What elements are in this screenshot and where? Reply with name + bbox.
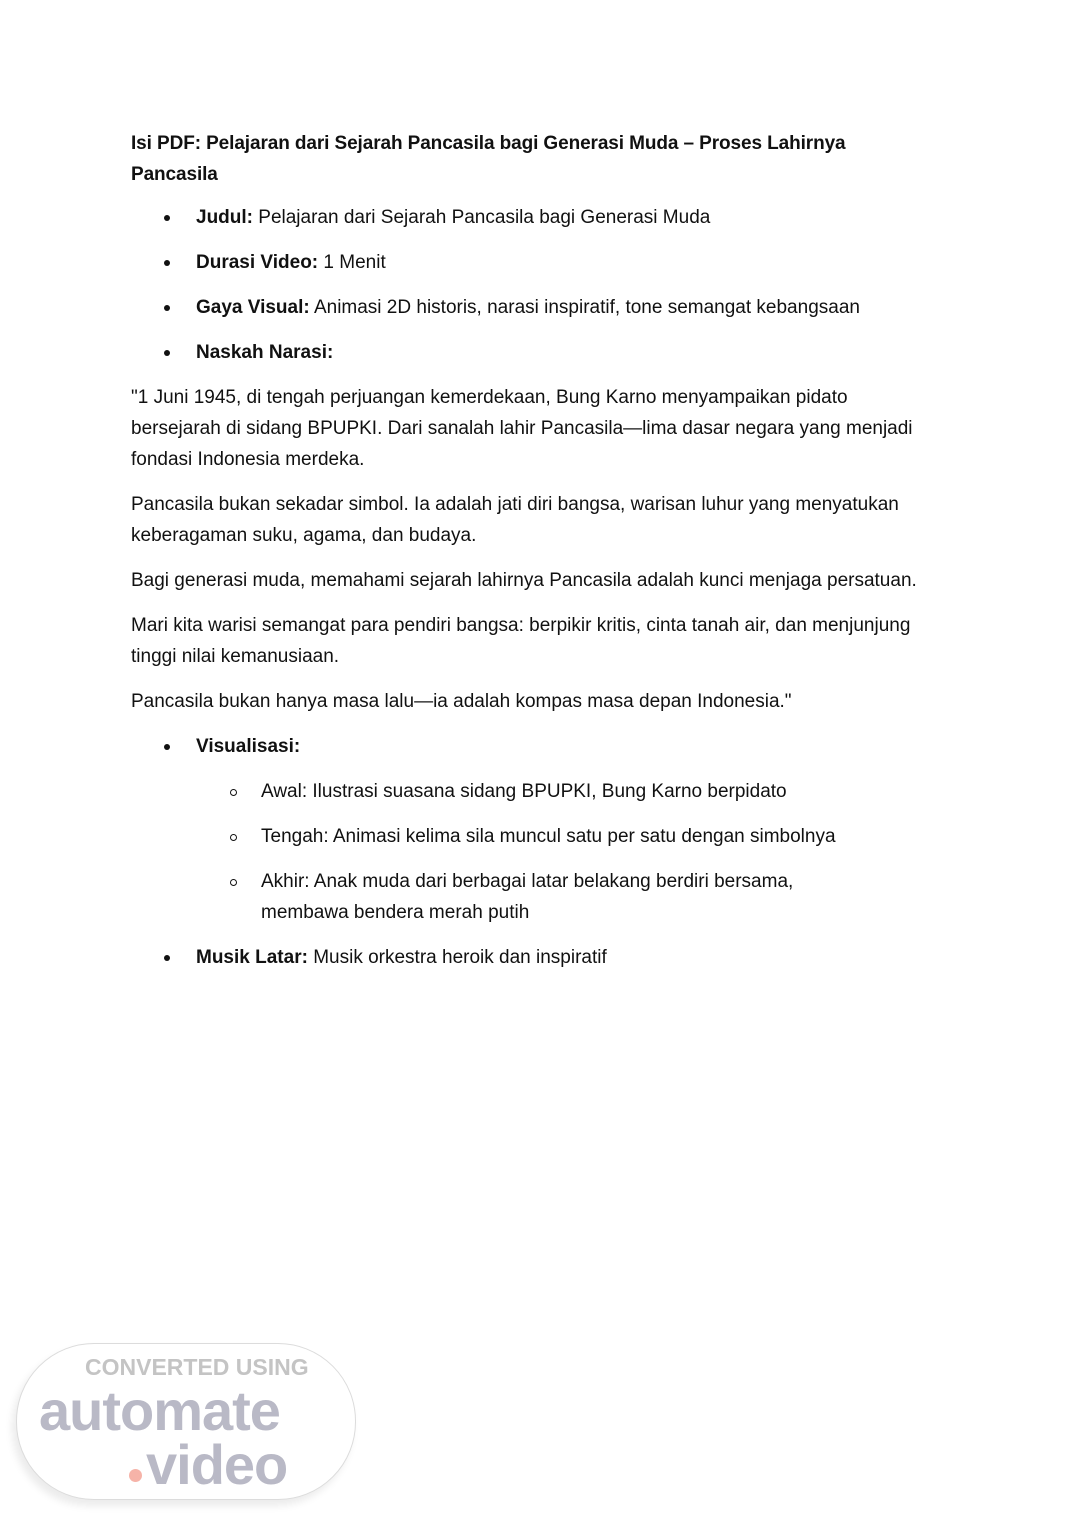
subitem-awal bbox=[131, 776, 931, 807]
subitem-text: Tengah: Animasi kelima sila muncul satu per satu dengan simbolnya bbox=[261, 826, 836, 847]
narration-paragraph: Mari kita warisi semangat para pendiri bangsa: berpikir kritis, cinta tanah air, dan menjunjung tinggi nilai kemanusiaan. bbox=[131, 615, 911, 667]
item-label: Judul: bbox=[196, 207, 253, 228]
list-item-visualisasi bbox=[131, 731, 931, 762]
item-value: 1 Menit bbox=[323, 252, 386, 273]
item-label: Visualisasi: bbox=[196, 736, 301, 757]
subitem-text: Akhir: Anak muda dari berbagai latar belakang berdiri bersama, membawa bendera merah putih bbox=[261, 871, 794, 923]
item-label: Gaya Visual: bbox=[196, 297, 310, 318]
circle-bullet-icon bbox=[230, 879, 237, 886]
bullet-icon bbox=[164, 215, 170, 221]
info-list bbox=[131, 202, 931, 368]
list-item-naskah bbox=[131, 337, 931, 368]
bullet-icon bbox=[164, 260, 170, 266]
narration-paragraph: Pancasila bukan sekadar simbol. Ia adalah jati diri bangsa, warisan luhur yang menyatukan keberagaman suku, agama, dan budaya. bbox=[131, 494, 899, 546]
narration-paragraph: Bagi generasi muda, memahami sejarah lahirnya Pancasila adalah kunci menjaga persatuan. bbox=[131, 570, 917, 591]
list-item-judul bbox=[131, 202, 931, 233]
subitem-akhir bbox=[131, 866, 931, 928]
circle-bullet-icon bbox=[230, 834, 237, 841]
bullet-icon bbox=[164, 744, 170, 750]
item-label: Naskah Narasi: bbox=[196, 342, 334, 363]
list-item-durasi bbox=[131, 247, 931, 278]
bullet-icon bbox=[164, 305, 170, 311]
item-label: Musik Latar: bbox=[196, 947, 308, 968]
narration-block bbox=[131, 382, 931, 717]
watermark-caption: CONVERTED USING bbox=[85, 1354, 309, 1380]
visual-list bbox=[131, 731, 931, 973]
subitem-text: Awal: Ilustrasi suasana sidang BPUPKI, Bung Karno berpidato bbox=[261, 781, 787, 802]
converter-watermark bbox=[16, 1343, 356, 1500]
item-value: Pelajaran dari Sejarah Pancasila bagi Generasi Muda bbox=[258, 207, 711, 228]
document-page bbox=[131, 128, 931, 973]
watermark-logo-text: automate bbox=[39, 1379, 280, 1442]
bullet-icon bbox=[164, 955, 170, 961]
narration-paragraph: Pancasila bukan hanya masa lalu—ia adalah kompas masa depan Indonesia." bbox=[131, 691, 792, 712]
narration-paragraph: "1 Juni 1945, di tengah perjuangan kemerdekaan, Bung Karno menyampaikan pidato bersejarah di sidang BPUPKI. Dari sanalah lahir Pancasila—lima dasar negara yang menjadi fondasi Indonesia merdeka. bbox=[131, 387, 913, 470]
list-item-musik bbox=[131, 942, 931, 973]
item-value: Musik orkestra heroik dan inspiratif bbox=[313, 947, 607, 968]
document-title: Isi PDF: Pelajaran dari Sejarah Pancasila bagi Generasi Muda – Proses Lahirnya Pancasila bbox=[131, 133, 846, 185]
dot-icon bbox=[129, 1469, 142, 1482]
circle-bullet-icon bbox=[230, 789, 237, 796]
item-label: Durasi Video: bbox=[196, 252, 319, 273]
watermark-suffix-text: video bbox=[146, 1433, 288, 1496]
bullet-icon bbox=[164, 350, 170, 356]
list-item-gaya-visual bbox=[131, 292, 931, 323]
watermark-logo-suffix bbox=[129, 1432, 287, 1497]
item-value: Animasi 2D historis, narasi inspiratif, tone semangat kebangsaan bbox=[313, 297, 860, 318]
subitem-tengah bbox=[131, 821, 931, 852]
